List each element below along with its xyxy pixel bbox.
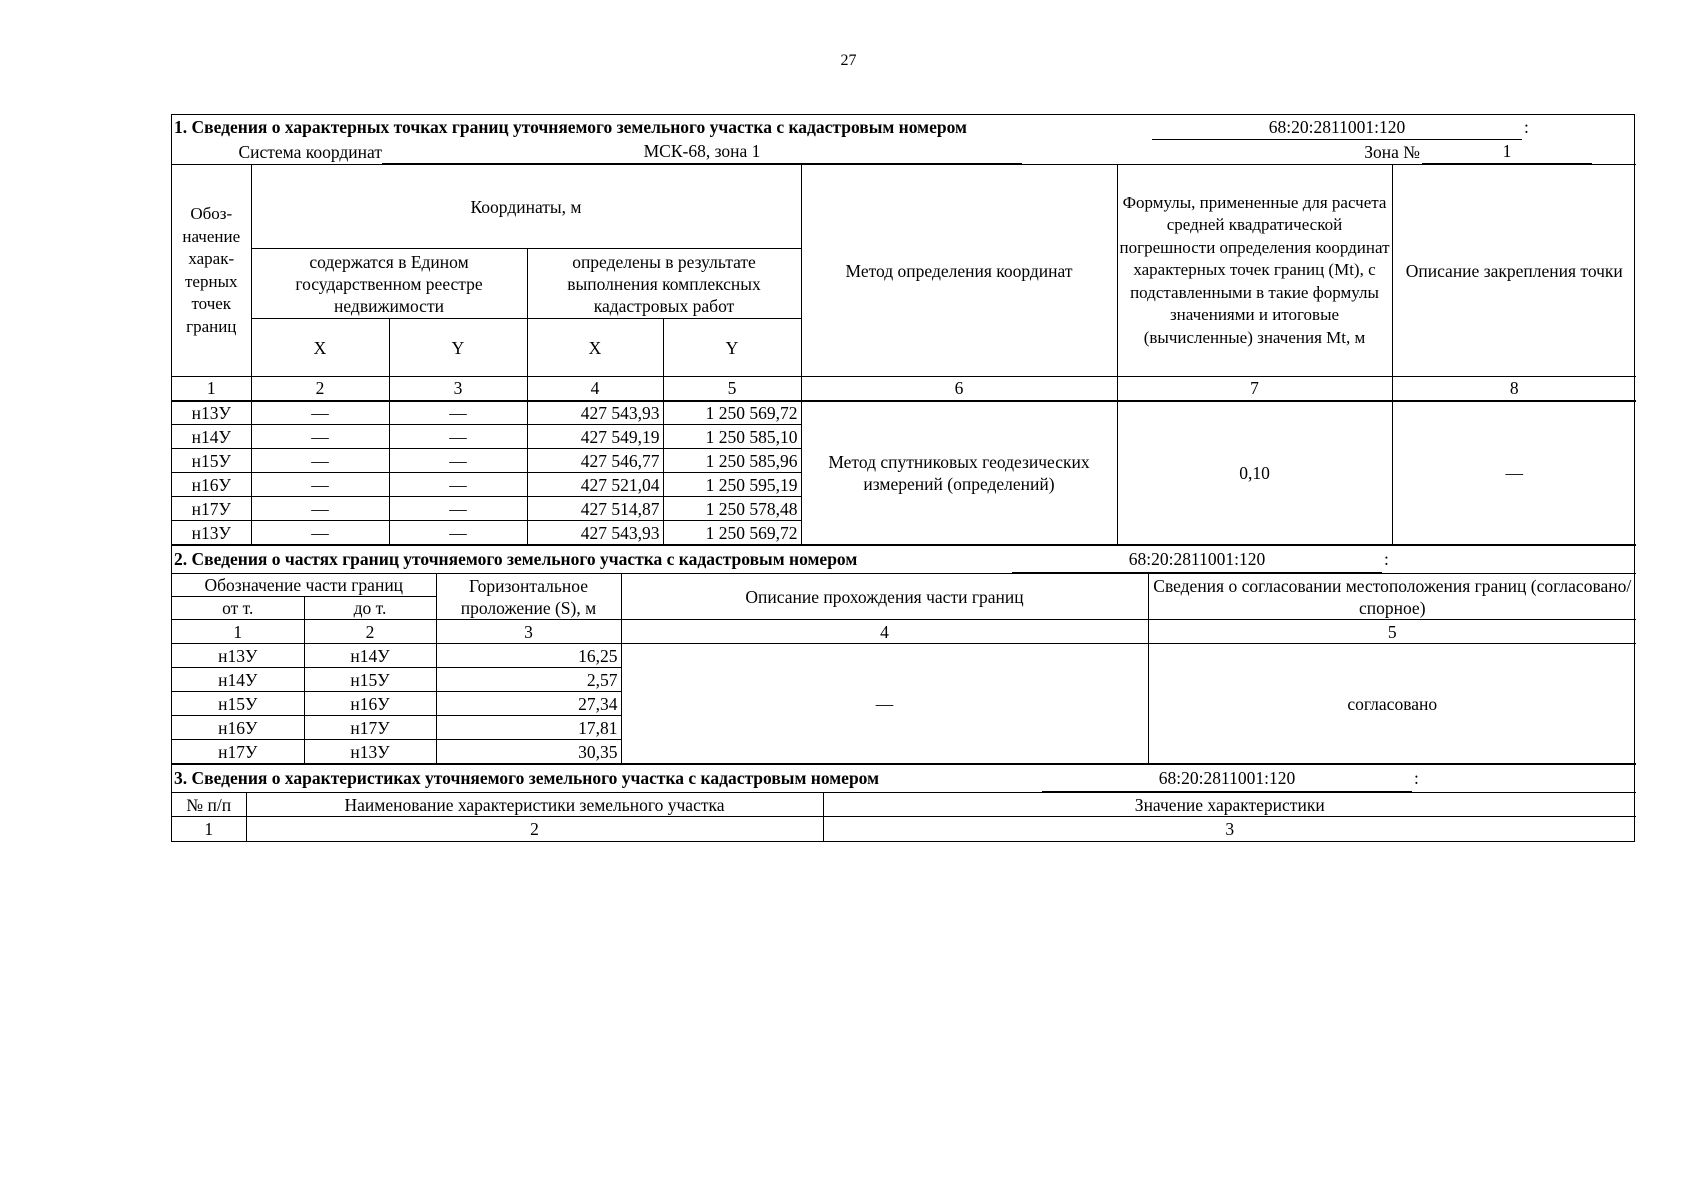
y-egrn: —: [389, 401, 527, 425]
section2-table: [172, 573, 1636, 764]
x-kkr: 427 546,77: [527, 449, 663, 473]
agreement-value: согласовано: [1148, 644, 1636, 764]
part-header: Обозначение части границ: [172, 574, 436, 597]
section3-title: 3. Сведения о характеристиках уточняемого земельного участка с кадастровым номером: [174, 768, 880, 789]
to-point: н14У: [304, 644, 436, 668]
y-kkr: 1 250 585,10: [663, 425, 801, 449]
y-header-egrn: Y: [389, 319, 527, 377]
description-header: Описание прохождения части границ: [621, 574, 1148, 620]
method-value: Метод спутниковых геодезических измерений (определений): [801, 401, 1117, 545]
value-header: Значение характеристики: [823, 793, 1636, 817]
point-name: н13У: [172, 401, 251, 425]
y-egrn: —: [389, 497, 527, 521]
coordinates-header: Координаты, м: [251, 165, 801, 249]
section3-cadastral-number: 68:20:2811001:120: [1042, 765, 1412, 792]
to-point: н17У: [304, 716, 436, 740]
x-kkr: 427 543,93: [527, 521, 663, 545]
method-header: Метод определения координат: [801, 165, 1117, 377]
y-kkr: 1 250 569,72: [663, 401, 801, 425]
col-number: 2: [246, 817, 823, 841]
from-point: н16У: [172, 716, 304, 740]
col-number: 3: [823, 817, 1636, 841]
table-row: [172, 644, 1636, 668]
col-number: 3: [389, 377, 527, 401]
x-egrn: —: [251, 521, 389, 545]
x-kkr: 427 543,93: [527, 401, 663, 425]
x-egrn: —: [251, 401, 389, 425]
coord-system-row: [172, 140, 1636, 165]
y-egrn: —: [389, 449, 527, 473]
section3-colon: :: [1414, 768, 1419, 789]
point-name: н16У: [172, 473, 251, 497]
fixation-value: —: [1392, 401, 1636, 545]
land-plot-document: [171, 114, 1635, 842]
section2-cadastral-number: 68:20:2811001:120: [1012, 546, 1382, 573]
page-number: 27: [840, 52, 857, 69]
y-kkr: 1 250 585,96: [663, 449, 801, 473]
to-header: до т.: [304, 597, 436, 620]
x-egrn: —: [251, 497, 389, 521]
zone-label: Зона №: [1364, 141, 1420, 162]
horizontal-distance: 27,34: [436, 692, 621, 716]
col-number: 4: [527, 377, 663, 401]
point-name: н14У: [172, 425, 251, 449]
col-number: 5: [663, 377, 801, 401]
point-name: н15У: [172, 449, 251, 473]
name-header: Наименование характеристики земельного участка: [246, 793, 823, 817]
description-value: —: [621, 644, 1148, 764]
horizontal-header: Горизонтальное проложение (S), м: [436, 574, 621, 620]
horizontal-distance: 16,25: [436, 644, 621, 668]
mt-value: 0,10: [1117, 401, 1392, 545]
col-number: 2: [304, 620, 436, 644]
section2-colon: :: [1384, 549, 1389, 570]
x-egrn: —: [251, 425, 389, 449]
kkr-header: определены в результате выполнения комплексных кадастровых работ: [527, 249, 801, 319]
col-number: 5: [1148, 620, 1636, 644]
x-kkr: 427 514,87: [527, 497, 663, 521]
designation-header: Обоз- начение харак- терных точек границ: [172, 165, 251, 377]
col-number: 4: [621, 620, 1148, 644]
from-point: н15У: [172, 692, 304, 716]
section2-header: [172, 545, 1636, 573]
x-egrn: —: [251, 449, 389, 473]
section1-header: [172, 115, 1636, 140]
coord-system-value: МСК-68, зона 1: [382, 140, 1022, 164]
y-egrn: —: [389, 521, 527, 545]
x-header-kkr: X: [527, 319, 663, 377]
from-point: н13У: [172, 644, 304, 668]
to-point: н13У: [304, 740, 436, 764]
section3-header: [172, 764, 1636, 792]
col-number: 1: [172, 817, 246, 841]
col-number: 1: [172, 377, 251, 401]
x-header-egrn: X: [251, 319, 389, 377]
horizontal-distance: 30,35: [436, 740, 621, 764]
y-egrn: —: [389, 425, 527, 449]
egrn-header: содержатся в Едином государственном реестре недвижимости: [251, 249, 527, 319]
point-name: н13У: [172, 521, 251, 545]
formulas-header: Формулы, примененные для расчета средней квадратической погрешности определения координат характерных точек границ (Mt), с подставленными в такие формулы значениями и итоговые (вычисленные) значения Mt, м: [1117, 165, 1392, 377]
y-header-kkr: Y: [663, 319, 801, 377]
from-point: н14У: [172, 668, 304, 692]
to-point: н15У: [304, 668, 436, 692]
section2-title: 2. Сведения о частях границ уточняемого земельного участка с кадастровым номером: [174, 549, 858, 570]
x-kkr: 427 521,04: [527, 473, 663, 497]
section1-colon: :: [1524, 117, 1529, 137]
horizontal-distance: 17,81: [436, 716, 621, 740]
col-number: 2: [251, 377, 389, 401]
col-number: 6: [801, 377, 1117, 401]
section3-table: [172, 792, 1636, 841]
col-number: 7: [1117, 377, 1392, 401]
agreement-header: Сведения о согласовании местоположения границ (согласовано/спорное): [1148, 574, 1636, 620]
x-kkr: 427 549,19: [527, 425, 663, 449]
fixation-header: Описание закрепления точки: [1392, 165, 1636, 377]
table-row: [172, 401, 1636, 425]
y-kkr: 1 250 569,72: [663, 521, 801, 545]
y-egrn: —: [389, 473, 527, 497]
col-number: 8: [1392, 377, 1636, 401]
y-kkr: 1 250 595,19: [663, 473, 801, 497]
point-name: н17У: [172, 497, 251, 521]
no-header: № п/п: [172, 793, 246, 817]
col-number: 1: [172, 620, 304, 644]
section1-table: [172, 164, 1636, 545]
y-kkr: 1 250 578,48: [663, 497, 801, 521]
col-number: 3: [436, 620, 621, 644]
horizontal-distance: 2,57: [436, 668, 621, 692]
coord-system-label: Система координат: [238, 141, 382, 162]
zone-value: 1: [1422, 140, 1592, 164]
from-header: от т.: [172, 597, 304, 620]
section1-title: 1. Сведения о характерных точках границ уточняемого земельного участка с кадастровым номером: [174, 117, 967, 137]
x-egrn: —: [251, 473, 389, 497]
to-point: н16У: [304, 692, 436, 716]
from-point: н17У: [172, 740, 304, 764]
section1-cadastral-number: 68:20:2811001:120: [1152, 115, 1522, 139]
